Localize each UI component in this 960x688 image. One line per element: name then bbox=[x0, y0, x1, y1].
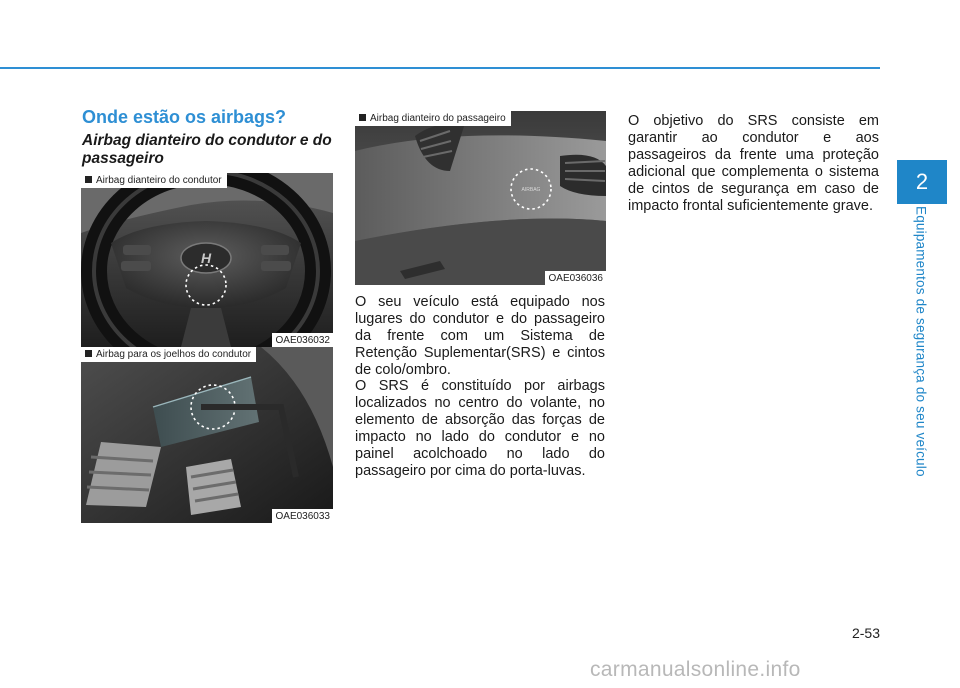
bullet-square-icon bbox=[85, 176, 92, 183]
figure-caption: Airbag para os joelhos do condutor bbox=[81, 347, 256, 362]
figure-code: OAE036032 bbox=[272, 333, 334, 347]
figure-passenger-airbag bbox=[355, 111, 606, 285]
body-paragraph: O objetivo do SRS consiste em garantir ao condutor e aos passageiros da frente uma proteção adicional que complementa o sistema de cintos de segurança em caso de impacto frontal suficientemente grave. bbox=[628, 113, 879, 214]
section-heading: Onde estão os airbags? bbox=[82, 107, 287, 127]
svg-text:H: H bbox=[200, 250, 212, 266]
body-paragraph: O SRS é constituído por airbags localizados no centro do volante, no elemento de absorção das forças de impacto no lado do condutor e no painel acolchoado no lado do passageiro por cima do porta-luvas. bbox=[355, 378, 605, 479]
steering-wheel-illustration bbox=[81, 173, 333, 347]
bullet-square-icon bbox=[85, 350, 92, 357]
svg-text:AIRBAG: AIRBAG bbox=[203, 406, 223, 412]
bullet-square-icon bbox=[359, 114, 366, 121]
svg-text:AIRBAG: AIRBAG bbox=[521, 187, 541, 193]
figure-caption: Airbag dianteiro do condutor bbox=[81, 173, 227, 188]
figure-driver-airbag bbox=[81, 173, 333, 347]
header-rule bbox=[0, 67, 880, 69]
chapter-number-tab bbox=[897, 160, 947, 204]
figure-caption: Airbag dianteiro do passageiro bbox=[355, 111, 511, 126]
figure-code: OAE036036 bbox=[545, 271, 607, 285]
chapter-number: 2 bbox=[915, 169, 929, 194]
knee-airbag-illustration bbox=[81, 347, 333, 523]
page-number: 2-53 bbox=[851, 625, 880, 641]
figure-knee-airbag bbox=[81, 347, 333, 523]
watermark: carmanualsonline.info bbox=[590, 658, 801, 681]
dashboard-illustration bbox=[355, 111, 606, 285]
figure-code: OAE036033 bbox=[272, 509, 334, 523]
section-subheading: Airbag dianteiro do condutor e do passageiro bbox=[82, 132, 332, 167]
body-paragraph: O seu veículo está equipado nos lugares do condutor e do passageiro da frente com um Sistema de Retenção Suplementar(SRS) e cintos de colo/ombro. bbox=[355, 294, 605, 378]
chapter-title: Equipamentos de segurança do seu veículo bbox=[913, 206, 929, 477]
